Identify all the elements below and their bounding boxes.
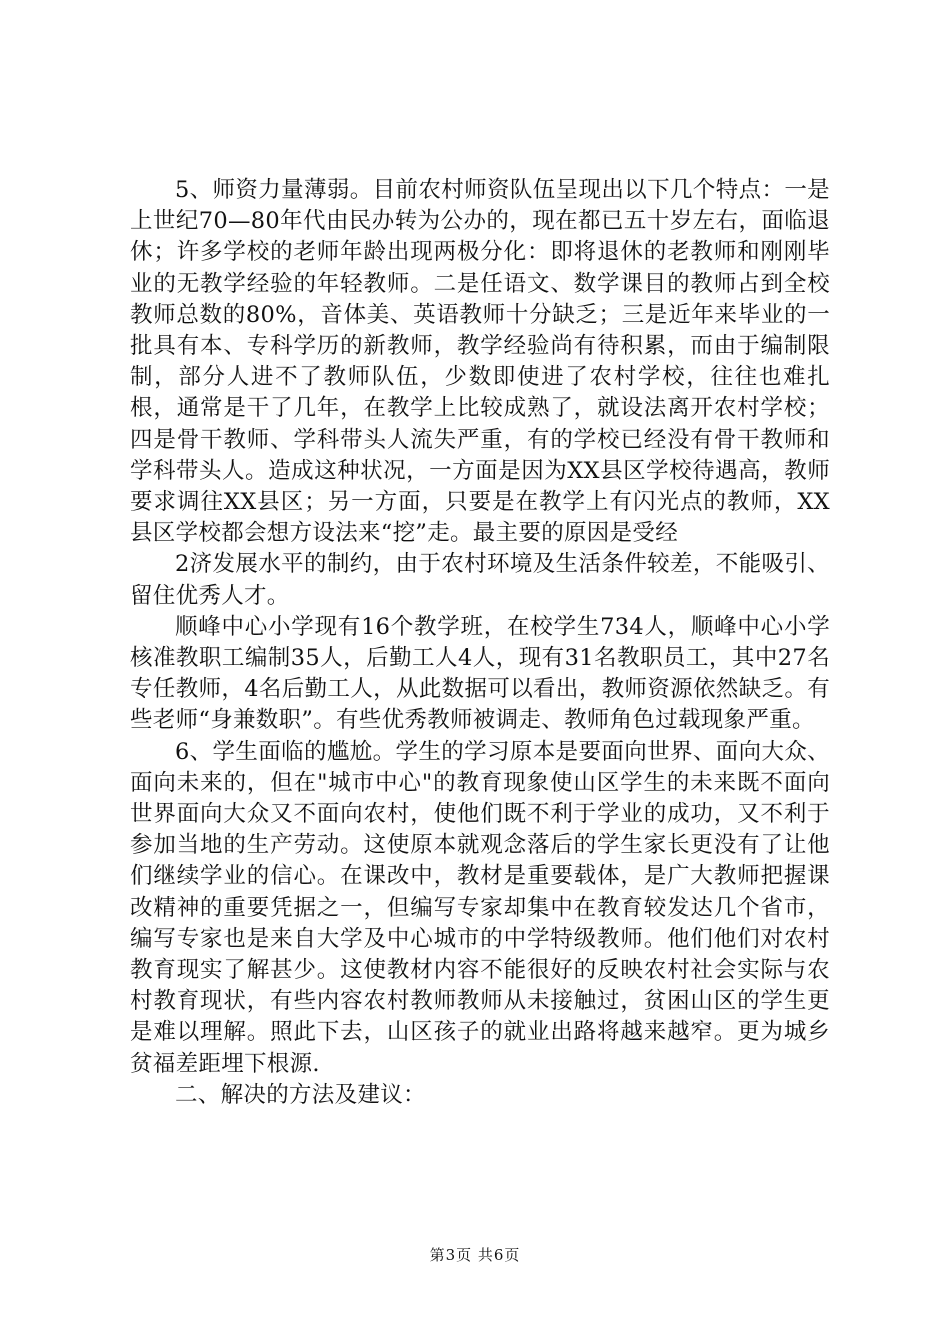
paragraph-teacher-shortage: 5、师资力量薄弱。目前农村师资队伍呈现出以下几个特点：一是上世纪70—80年代由民办转为公办的，现在都已五十岁左右，面临退休；许多学校的老师年龄出现两极分化：即将退休的老教师和刚刚毕业的无教学经验的年轻教师。二是任语文、数学课目的教师占到全校教师总数的80%，音体美、英语教师十分缺乏；三是近年来毕业的一批具有本、专科学历的新教师，教学经验尚有待积累，而由于编制限制，部分人进不了教师队伍，少数即使进了农村学校，往往也难扎根，通常是干了几年，在教学上比较成熟了，就设法离开农村学校；四是骨干教师、学科带头人流失严重，有的学校已经没有骨干教师和学科带头人。造成这种状况，一方面是因为XX县区学校待遇高，教师要求调往XX县区；另一方面，只要是在教学上有闪光点的教师，XX县区学校都会想方设法来“挖”走。最主要的原因是受经 [130, 177, 830, 547]
paragraph-economic-constraint: 2济发展水平的制约，由于农村环境及生活条件较差，不能吸引、留住优秀人才。 [130, 551, 830, 609]
section-heading-solutions: 二、解决的方法及建议： [175, 1081, 426, 1108]
paragraph-student-dilemma: 6、学生面临的尴尬。学生的学习原本是要面向世界、面向大众、面向未来的，但在"城市中心"的教育现象使山区学生的未来既不面向世界面向大众又不面向农村，使他们既不利于学业的成功，又不利于参加当地的生产劳动。这使原本就观念落后的学生家长更没有了让他们继续学业的信心。在课改中，教材是重要载体，是广大教师把握课改精神的重要凭据之一，但编写专家却集中在教育较发达几个省市，编写专家也是来自大学及中心城市的中学特级教师。他们他们对农村教育现实了解甚少。这使教材内容不能很好的反映农村社会实际与农村教育现状，有些内容农村教师教师从未接触过，贫困山区的学生更是难以理解。照此下去，山区孩子的就业出路将越来越窄。更为城乡贫福差距埋下根源. [130, 738, 830, 1077]
page-number-footer: 第3页 共6页 [429, 1246, 521, 1264]
paragraph-school-statistics: 顺峰中心小学现有16个教学班，在校学生734人，顺峰中心小学核准教职工编制35人，后勤工人4人，现有31名教职员工，其中27名专任教师，4名后勤工人，从此数据可以看出，教师资源依然缺乏。有些老师“身兼数职”。有些优秀教师被调走、教师角色过载现象严重。 [130, 613, 830, 734]
document-body [130, 175, 830, 1111]
